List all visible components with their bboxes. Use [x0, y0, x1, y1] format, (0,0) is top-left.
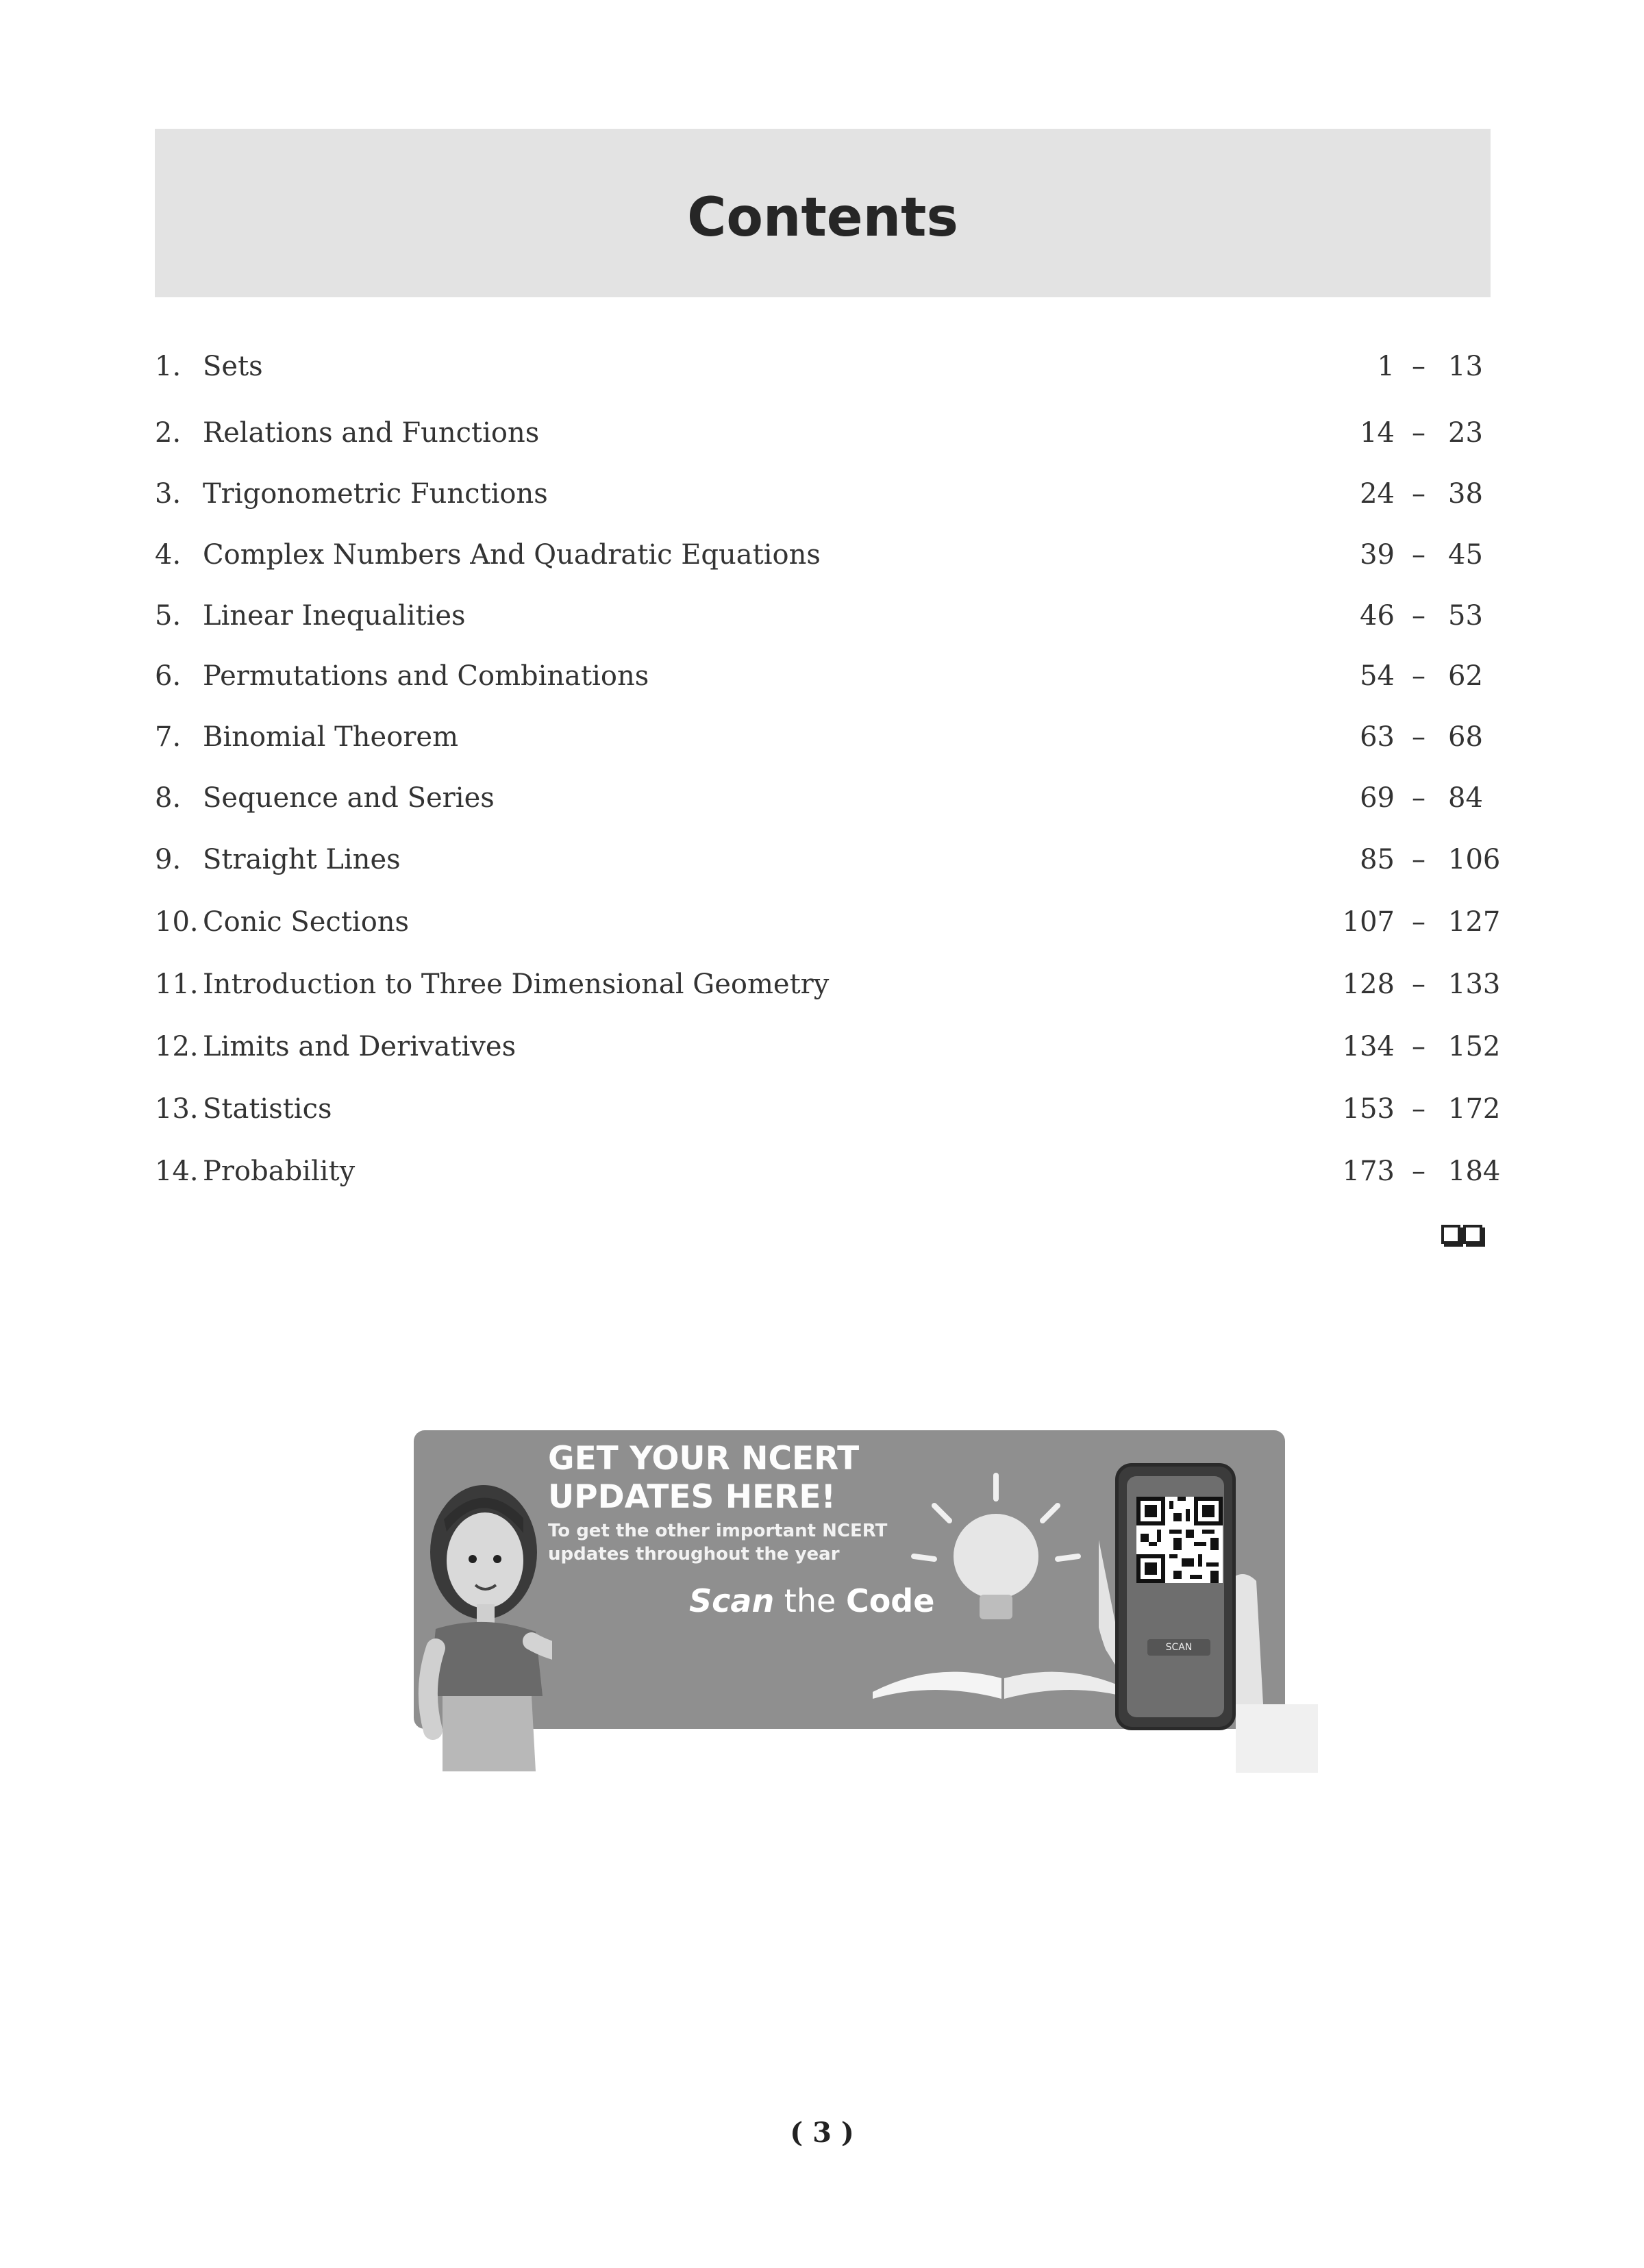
toc-entry[interactable]	[155, 898, 1501, 946]
toc-entry-number: 8.	[155, 782, 182, 814]
toc-end-page: 62	[1448, 660, 1483, 692]
toc-end-page: 68	[1448, 721, 1483, 753]
page-number: ( 3 )	[790, 2117, 854, 2149]
toc-start-page: 128	[1342, 969, 1395, 1000]
girl-illustration	[401, 1470, 552, 1771]
toc-entry-number: 11.	[155, 969, 199, 1000]
toc-page-dash: –	[1412, 969, 1425, 1000]
banner-subtext-line: updates throughout the year	[548, 1544, 840, 1565]
toc-start-page: 24	[1360, 478, 1395, 510]
toc-entry-title: Linear Inequalities	[203, 600, 466, 632]
toc-entry-number: 7.	[155, 721, 182, 753]
toc-end-page: 133	[1448, 969, 1501, 1000]
toc-page-dash: –	[1412, 600, 1425, 632]
toc-end-page: 23	[1448, 417, 1483, 449]
toc-entry-number: 9.	[155, 844, 182, 875]
toc-entry-number: 6.	[155, 660, 182, 692]
toc-entry-title: Probability	[203, 1156, 356, 1187]
toc-end-page: 106	[1448, 844, 1501, 875]
toc-entry[interactable]	[155, 592, 1491, 640]
toc-entry-title: Binomial Theorem	[203, 721, 459, 753]
toc-entry-title: Statistics	[203, 1093, 332, 1125]
toc-start-page: 107	[1342, 906, 1395, 938]
toc-page-dash: –	[1412, 1156, 1425, 1187]
toc-entry[interactable]	[155, 531, 1491, 579]
lightbulb-icon	[907, 1471, 1085, 1636]
toc-end-page: 45	[1448, 539, 1483, 571]
toc-end-page: 152	[1448, 1031, 1501, 1062]
toc-entry-title: Limits and Derivatives	[203, 1031, 516, 1062]
toc-entry-number: 3.	[155, 478, 182, 510]
toc-entry[interactable]	[155, 774, 1491, 822]
toc-entry-title: Trigonometric Functions	[203, 478, 548, 510]
toc-entry[interactable]	[155, 470, 1491, 518]
banner-subtext-line: To get the other important NCERT	[548, 1521, 888, 1541]
ncert-updates-banner[interactable]	[414, 1430, 1285, 1729]
toc-page-dash: –	[1412, 351, 1425, 382]
toc-start-page: 46	[1360, 600, 1395, 632]
toc-entry-title: Introduction to Three Dimensional Geometry	[203, 969, 830, 1000]
qr-code-icon[interactable]	[1136, 1497, 1223, 1583]
toc-start-page: 85	[1360, 844, 1395, 875]
toc-page-dash: –	[1412, 844, 1425, 875]
toc-entry[interactable]	[155, 1147, 1501, 1195]
toc-entry-title: Sequence and Series	[203, 782, 495, 814]
toc-entry-title: Relations and Functions	[203, 417, 540, 449]
toc-end-page: 53	[1448, 600, 1483, 632]
page-title: Contents	[687, 187, 958, 249]
toc-entry[interactable]	[155, 342, 1491, 390]
code-word: Code	[845, 1582, 935, 1619]
phone-screen	[1127, 1476, 1224, 1717]
toc-entry[interactable]	[155, 1023, 1501, 1071]
toc-end-page: 38	[1448, 478, 1483, 510]
toc-page-dash: –	[1412, 1093, 1425, 1125]
toc-entry-title: Complex Numbers And Quadratic Equations	[203, 539, 821, 571]
toc-entry[interactable]	[155, 960, 1501, 1008]
toc-end-page: 84	[1448, 782, 1483, 814]
toc-page-dash: –	[1412, 660, 1425, 692]
toc-entry-title: Permutations and Combinations	[203, 660, 649, 692]
toc-page-dash: –	[1412, 1031, 1425, 1062]
toc-start-page: 14	[1360, 417, 1395, 449]
phone-illustration	[1115, 1463, 1236, 1730]
toc-start-page: 173	[1342, 1156, 1395, 1187]
toc-entry-number: 4.	[155, 539, 182, 571]
scan-the-code-text	[689, 1582, 934, 1619]
toc-entry-title: Conic Sections	[203, 906, 410, 938]
toc-page-dash: –	[1412, 539, 1425, 571]
banner-headline-line: GET YOUR NCERT	[548, 1440, 860, 1478]
toc-page-dash: –	[1412, 906, 1425, 938]
toc-start-page: 69	[1360, 782, 1395, 814]
toc-entry[interactable]	[155, 652, 1491, 700]
square-mark-icon	[1441, 1225, 1460, 1244]
toc-page-dash: –	[1412, 417, 1425, 449]
toc-end-page: 13	[1448, 351, 1483, 382]
toc-entry-title: Sets	[203, 351, 263, 382]
toc-entry-number: 14.	[155, 1156, 199, 1187]
contents-header	[155, 129, 1491, 297]
toc-page-dash: –	[1412, 782, 1425, 814]
toc-entry-number: 13.	[155, 1093, 199, 1125]
toc-entry-title: Straight Lines	[203, 844, 401, 875]
end-of-section-marks	[1441, 1225, 1482, 1244]
scan-button[interactable]: SCAN	[1147, 1639, 1210, 1656]
toc-end-page: 127	[1448, 906, 1501, 938]
toc-entry-number: 10.	[155, 906, 199, 938]
toc-entry[interactable]	[155, 713, 1491, 761]
toc-entry-number: 1.	[155, 351, 182, 382]
toc-start-page: 1	[1377, 351, 1395, 382]
square-mark-icon	[1463, 1225, 1482, 1244]
banner-subtext	[548, 1519, 932, 1566]
toc-start-page: 54	[1360, 660, 1395, 692]
toc-end-page: 184	[1448, 1156, 1501, 1187]
toc-start-page: 134	[1342, 1031, 1395, 1062]
toc-start-page: 153	[1342, 1093, 1395, 1125]
toc-entry[interactable]	[155, 1085, 1501, 1133]
banner-headline-line: UPDATES HERE!	[548, 1478, 836, 1516]
the-word: the	[774, 1582, 846, 1619]
toc-start-page: 63	[1360, 721, 1395, 753]
banner-headline	[548, 1440, 959, 1517]
toc-entry[interactable]	[155, 409, 1491, 457]
toc-page-dash: –	[1412, 721, 1425, 753]
toc-entry-number: 12.	[155, 1031, 199, 1062]
toc-page-dash: –	[1412, 478, 1425, 510]
toc-start-page: 39	[1360, 539, 1395, 571]
toc-end-page: 172	[1448, 1093, 1501, 1125]
toc-entry-number: 2.	[155, 417, 182, 449]
toc-entry-number: 5.	[155, 600, 182, 632]
scan-word: Scan	[689, 1582, 775, 1619]
toc-entry[interactable]	[155, 836, 1501, 884]
